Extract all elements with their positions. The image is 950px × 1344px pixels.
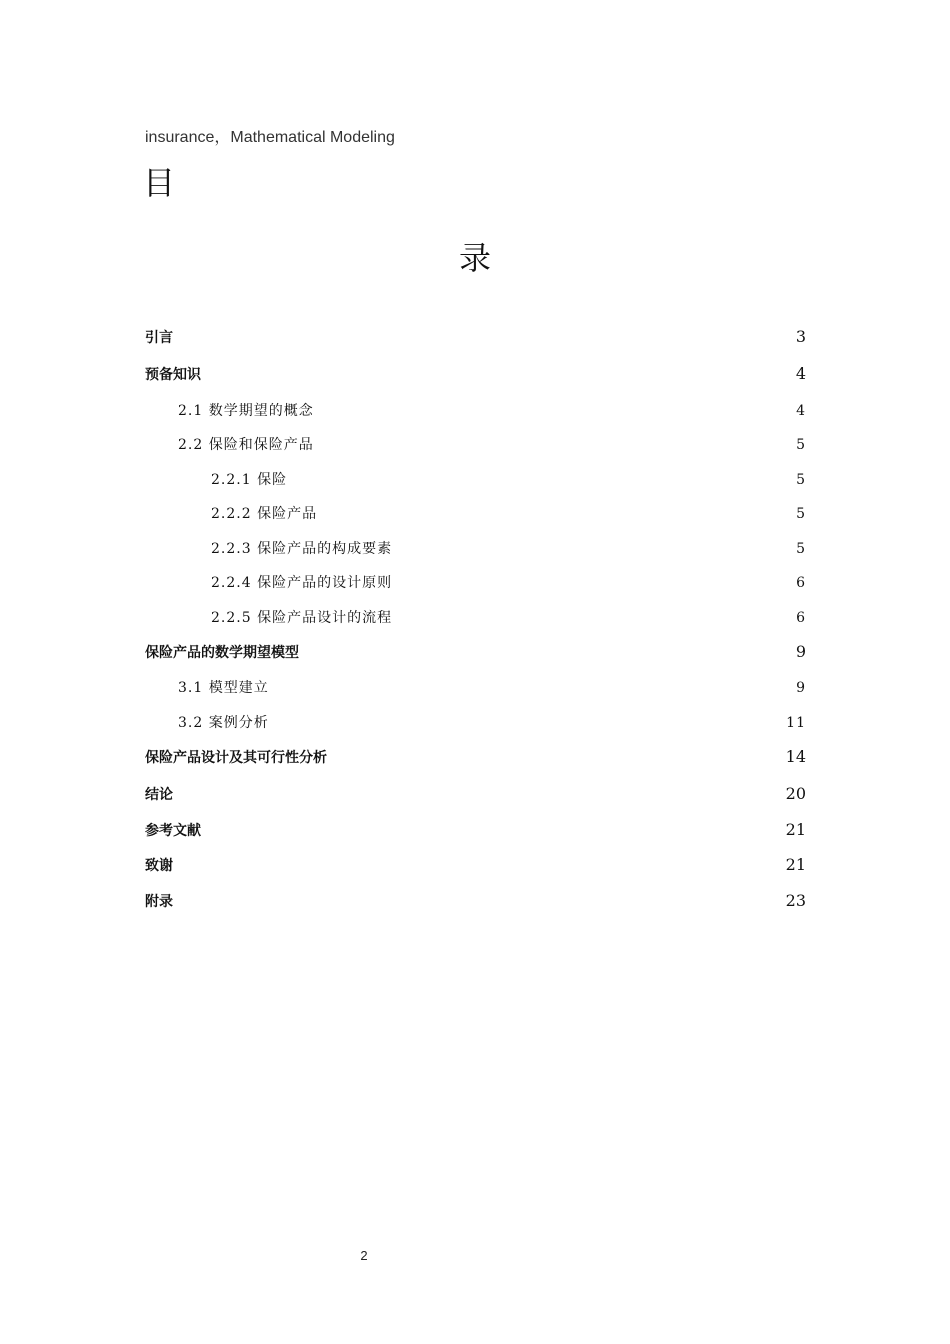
toc-entry[interactable]	[145, 642, 806, 662]
toc-entry-page: 6	[796, 610, 806, 626]
keywords-line: insurance，Mathematical Modeling	[145, 129, 395, 146]
toc-entry-label: 3.2 案例分析	[178, 715, 269, 731]
toc-entry-label: 2.2.5 保险产品设计的流程	[211, 610, 393, 626]
toc-entry-page: 5	[796, 437, 806, 453]
toc-entry-label: 保险产品设计及其可行性分析	[145, 750, 327, 766]
toc-entry-label: 3.1 模型建立	[178, 680, 269, 696]
toc-entry-label: 结论	[145, 787, 173, 803]
toc-title-first-char: 目	[143, 164, 176, 202]
toc-entry-label: 参考文献	[145, 823, 201, 839]
toc-entry-page: 9	[795, 642, 806, 661]
page-number-footer	[0, 1248, 950, 1263]
toc-entry-page: 5	[796, 472, 806, 488]
toc-entry-page: 11	[786, 715, 806, 731]
toc-title-second-char: 录	[459, 239, 492, 277]
toc-entry-page: 21	[785, 820, 806, 839]
toc-entry-label: 2.2.1 保险	[211, 472, 288, 488]
toc-entry-label: 2.1 数学期望的概念	[178, 403, 314, 419]
toc-entry-label: 2.2.3 保险产品的构成要素	[211, 541, 393, 557]
toc-entry-label: 附录	[145, 894, 173, 910]
toc-entry-label: 2.2.4 保险产品的设计原则	[211, 575, 393, 591]
toc-entry-page: 14	[785, 747, 806, 766]
toc-entry[interactable]	[211, 607, 806, 627]
toc-entry-page: 5	[796, 541, 806, 557]
toc-entry[interactable]	[178, 400, 806, 420]
toc-entry-page: 6	[796, 575, 806, 591]
toc-entry[interactable]	[178, 434, 806, 454]
toc-entry[interactable]	[145, 784, 806, 804]
toc-entry-page: 23	[785, 891, 806, 910]
toc-entry[interactable]	[211, 469, 806, 489]
toc-entry[interactable]	[178, 712, 806, 732]
toc-entry[interactable]	[145, 855, 806, 875]
toc-entry-label: 保险产品的数学期望模型	[145, 645, 299, 661]
toc-entry[interactable]	[211, 538, 806, 558]
page-number: 2	[360, 1248, 368, 1263]
toc-entry-page: 21	[785, 855, 806, 874]
toc-entry[interactable]	[178, 677, 806, 697]
toc-entry-label: 致谢	[145, 858, 173, 874]
toc-entry-page: 4	[795, 364, 806, 383]
toc-entry-page: 3	[795, 327, 806, 346]
toc-entry[interactable]	[211, 503, 806, 523]
toc-entry-page: 20	[785, 784, 806, 803]
toc-entry[interactable]	[145, 891, 806, 911]
toc-entry[interactable]	[145, 820, 806, 840]
toc-entry-label: 2.2 保险和保险产品	[178, 437, 314, 453]
toc-entry[interactable]	[145, 327, 806, 347]
toc-entry-label: 预备知识	[145, 367, 201, 383]
toc-entry-page: 4	[796, 403, 806, 419]
toc-entry[interactable]	[145, 364, 806, 384]
toc-entry-page: 9	[796, 680, 806, 696]
toc-entry[interactable]	[211, 572, 806, 592]
toc-entry-label: 2.2.2 保险产品	[211, 506, 318, 522]
toc-entry-label: 引言	[145, 330, 173, 346]
toc-entry[interactable]	[145, 747, 806, 767]
toc-entry-page: 5	[796, 506, 806, 522]
